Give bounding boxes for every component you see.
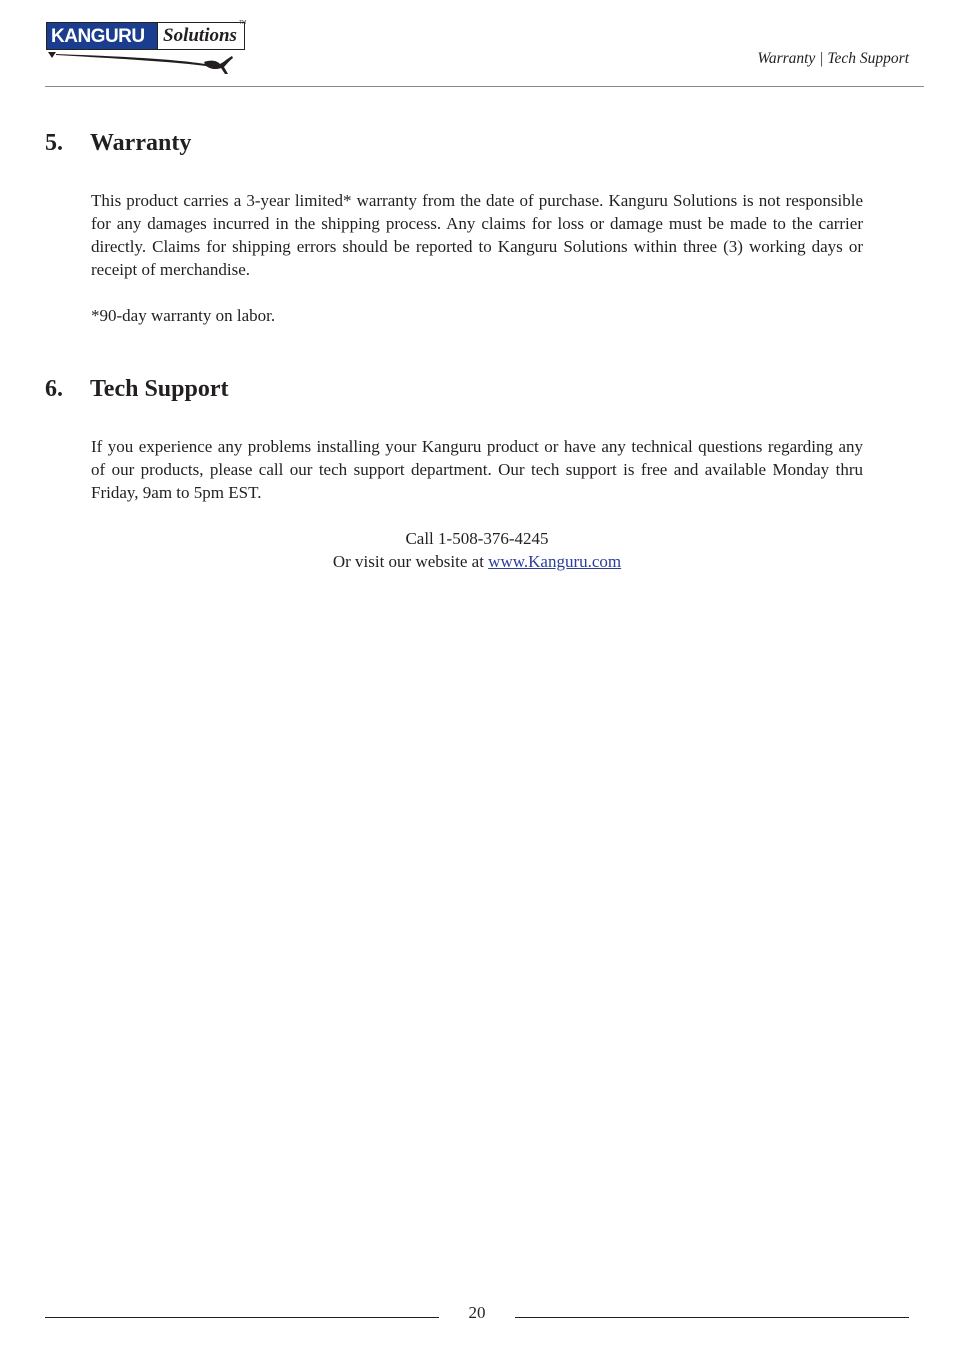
footer-divider-right: [515, 1317, 909, 1318]
phone-line: Call 1-508-376-4245: [405, 529, 549, 548]
warranty-paragraph: This product carries a 3-year limited* warranty from the date of purchase. Kanguru Solutions is not responsible for any damages incurred in the shipping process. Any claims for loss or damage must be made to the carrier directly. Claims for shipping errors should be reported to Kanguru Solutions within three (3) working days or receipt of merchandise.: [91, 191, 863, 279]
logo-solutions-box: [157, 22, 245, 50]
section-title: Tech Support: [90, 376, 229, 402]
logo-trademark: TM: [239, 20, 247, 26]
page-number: 20: [468, 1303, 486, 1322]
section-number: 6.: [45, 376, 63, 402]
website-link[interactable]: www.Kanguru.com: [488, 552, 622, 571]
warranty-heading: [45, 130, 191, 157]
kangaroo-swoosh-icon: [46, 48, 246, 76]
tech-support-paragraph: If you experience any problems installing your Kanguru product or have any technical questions regarding any of our products, please call our tech support department. Our tech support is free and available Monday thru Friday, 9am to 5pm EST.: [91, 437, 863, 502]
section-title: Warranty: [90, 130, 192, 156]
website-prefix: Or visit our website at: [332, 552, 489, 571]
footer-divider-left: [45, 1317, 439, 1318]
warranty-labor-note: *90-day warranty on labor.: [91, 306, 276, 325]
kanguru-logo: [46, 22, 246, 76]
logo-brand-box: [46, 22, 158, 50]
logo-brand-text: KANGURU: [51, 26, 145, 47]
page-header: [0, 0, 954, 90]
running-header-title: Warranty | Tech Support: [757, 50, 909, 67]
header-divider: [45, 86, 924, 87]
logo-solutions-text: Solutions: [163, 25, 237, 46]
section-number: 5.: [45, 130, 63, 156]
website-line: [0, 550, 954, 573]
tech-support-heading: [45, 376, 229, 403]
